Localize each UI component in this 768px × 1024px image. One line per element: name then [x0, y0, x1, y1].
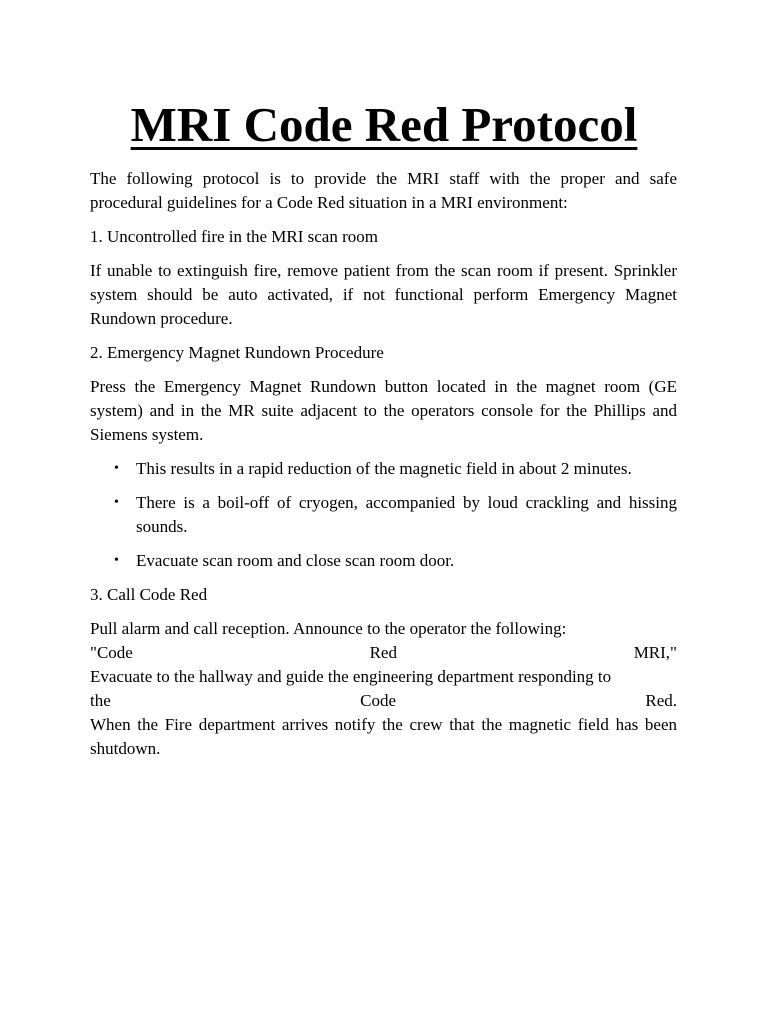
line-word: Code — [360, 691, 397, 710]
list-item-text: Evacuate scan room and close scan room door. — [136, 551, 455, 570]
section-3-body — [90, 617, 677, 761]
bullet-icon: • — [114, 553, 119, 568]
section-2-heading: 2. Emergency Magnet Rundown Procedure — [90, 343, 384, 362]
bullet-icon: • — [114, 495, 119, 510]
list-item — [90, 549, 677, 573]
section-2-body: Press the Emergency Magnet Rundown button located in the magnet room (GE system) and in the MR suite adjacent to the operators console for the Phillips and Siemens system. — [90, 377, 677, 444]
list-item-text: This results in a rapid reduction of the magnetic field in about 2 minutes. — [136, 459, 632, 478]
section-3-line-3: Evacuate to the hallway and guide the engineering department responding to — [90, 667, 612, 686]
section-1-heading: 1. Uncontrolled fire in the MRI scan room — [90, 227, 378, 246]
page-title: MRI Code Red Protocol — [130, 97, 638, 152]
list-item — [90, 491, 677, 539]
line-word: the — [90, 691, 111, 710]
quote-word: Red — [369, 643, 397, 662]
quote-word: MRI," — [633, 643, 677, 662]
bullet-icon: • — [114, 461, 119, 476]
section-1-body: If unable to extinguish fire, remove patient from the scan room if present. Sprinkler system should be auto activated, if not functional perform Emergency Magnet Rundown procedure. — [90, 261, 677, 328]
line-word: Red. — [645, 691, 677, 710]
section-3-quote-line — [90, 641, 677, 665]
section-3-heading: 3. Call Code Red — [90, 585, 208, 604]
document-body — [90, 167, 677, 771]
list-item — [90, 457, 677, 481]
section-3-line-1: Pull alarm and call reception. Announce to the operator the following: — [90, 619, 567, 638]
intro-paragraph: The following protocol is to provide the MRI staff with the proper and safe procedural guidelines for a Code Red situation in a MRI environment: — [90, 169, 677, 212]
section-3-line-4 — [90, 689, 677, 713]
section-3-line-5: When the Fire department arrives notify the crew that the magnetic field has been shutdown. — [90, 715, 677, 758]
quote-word: "Code — [90, 643, 133, 662]
bullet-list — [90, 457, 677, 573]
list-item-text: There is a boil-off of cryogen, accompanied by loud crackling and hissing sounds. — [136, 493, 677, 536]
